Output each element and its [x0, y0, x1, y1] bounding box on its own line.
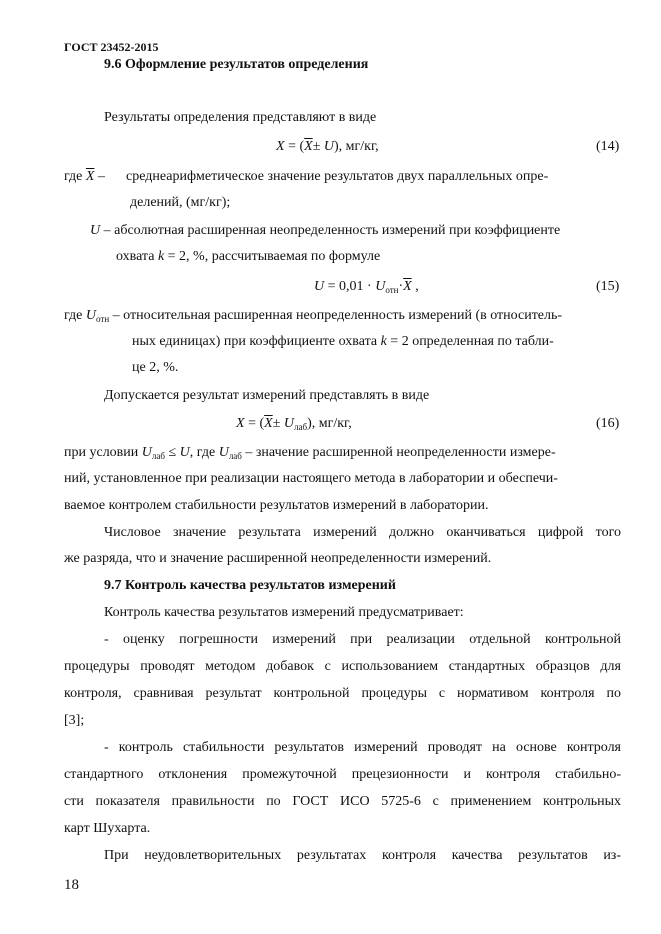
- numeric-paragraph-line2: же разряда, что и значение расширенной неопределенности измерений.: [64, 551, 492, 566]
- def-xbar-text: среднеарифметическое значение результатов двух параллельных опре-: [126, 169, 549, 184]
- item2-line2: стандартного отклонения промежуточной прецезионности и контроля стабильно-: [64, 767, 621, 782]
- item1-line2: процедуры проводят методом добавок с использованием стандартных образцов для: [64, 659, 621, 674]
- equation-15-number: (15): [596, 279, 620, 294]
- def-xbar-line1: где $\overline{X}$ –: [64, 169, 105, 184]
- allowed-paragraph: Допускается результат измерений представлять в виде: [104, 388, 430, 403]
- eq14-x: X: [276, 139, 285, 154]
- condition-line2: ний, установленное при реализации настоящего метода в лаборатории и обеспечи-: [64, 471, 558, 486]
- item1-line1: - оценку погрешности измерений при реализации отдельной контрольной: [104, 632, 621, 647]
- equation-16: $X = (\overline{X}\pm U_{лаб})$, мг/кг,: [236, 416, 352, 432]
- control-intro-paragraph: Контроль качества результатов измерений предусматривает:: [104, 605, 464, 620]
- page-number: 18: [64, 877, 79, 893]
- item2-line1: - контроль стабильности результатов измерений проводят на основе контроля: [104, 740, 621, 755]
- condition-line3: ваемое контролем стабильности результатов измерений в лаборатории.: [64, 498, 489, 513]
- item1-line4: [3];: [64, 713, 85, 728]
- section-9-7-heading: 9.7 Контроль качества результатов измерений: [104, 578, 396, 593]
- numeric-paragraph-line1: Числовое значение результата измерений должно оканчиваться цифрой того: [104, 525, 621, 540]
- def-xbar-line2: делений, (мг/кг);: [130, 195, 231, 210]
- eq14-xbar: $\overline{X}$: [304, 139, 313, 154]
- results-intro-paragraph: Результаты определения представляют в виде: [104, 110, 377, 125]
- item2-line4: карт Шухарта.: [64, 821, 151, 836]
- section-9-6-heading: 9.6 Оформление результатов определения: [104, 57, 369, 72]
- item2-line3: сти показателя правильности по ГОСТ ИСО 5725-6 с применением контрольных: [64, 794, 621, 809]
- equation-16-number: (16): [596, 416, 620, 431]
- def-u-line2: охвата k = 2, %, рассчитываемая по формуле: [116, 249, 381, 264]
- condition-line1: при условии $U_{лаб} \le U$, где $U_{лаб}$ – значение расширенной неопределенности измере-: [64, 445, 556, 461]
- document-header-id: ГОСТ 23452-2015: [64, 40, 159, 54]
- def-u-line1: U – абсолютная расширенная неопределенность измерений при коэффициенте: [90, 223, 561, 238]
- def-uotn-line2: ных единицах) при коэффициенте охвата k = 2 определенная по табли-: [132, 334, 554, 349]
- equation-15: $U = 0,01 \cdot U_{отн}\cdot\overline{X}$ ,: [314, 279, 419, 295]
- def-uotn-line1: где $U_{отн}$ – относительная расширенная неопределенность измерений (в относитель-: [64, 308, 563, 324]
- equation-14: $X = (\overline{X}\pm U)$, мг/кг,: [276, 139, 379, 154]
- equation-14-number: (14): [596, 139, 620, 154]
- unsatisfactory-paragraph: При неудовлетворительных результатах контроля качества результатов из-: [104, 848, 621, 863]
- def-uotn-line3: це 2, %.: [132, 360, 179, 375]
- item1-line3: контроля, сравнивая результат контрольной процедуры с нормативом контроля по: [64, 686, 621, 701]
